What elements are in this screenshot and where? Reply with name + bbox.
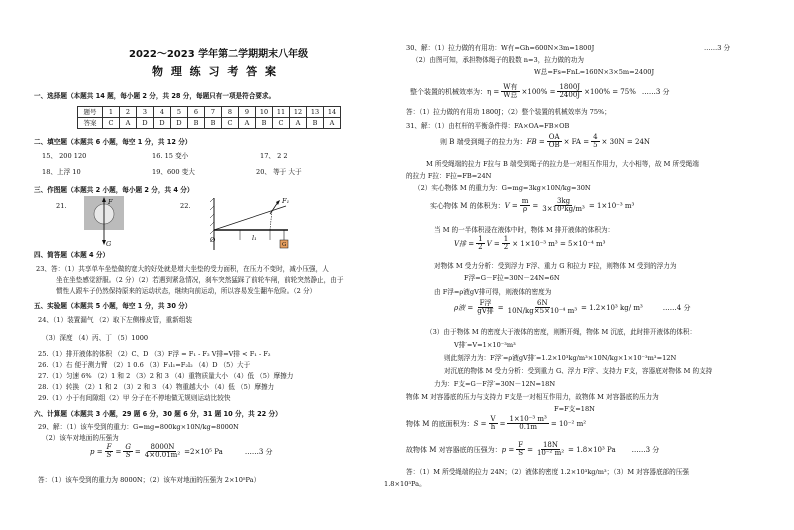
eq-text: = — [115, 447, 122, 456]
denominator: ρ — [523, 205, 528, 213]
answer-table-answer-row — [78, 118, 341, 129]
final-pressure-equation — [406, 442, 659, 457]
table-cell: D — [137, 118, 154, 129]
section-4-heading: 四、简答题（本题 4 分） — [34, 251, 110, 259]
answer-line: 25.（1）排开液体的体积 （2）C、D （3）F浮 = F₁ - F₂ V排=V排 < F₁ - F₂ — [38, 350, 271, 358]
displaced-volume-equation — [454, 236, 605, 251]
fill-answer: 18、上浮 10 — [42, 168, 81, 176]
denominator: 2 — [503, 243, 509, 251]
answer-line: 坐在坐垫感觉舒服。（2 分）（2）若遇到紧急情况，刹车突然猛踩了前轮车闸，前轮突然静止，由于 — [56, 276, 344, 284]
table-cell: A — [120, 118, 137, 129]
eq-text: = 1.8×10³ Pa — [568, 445, 616, 454]
table-cell: 12 — [290, 107, 307, 118]
numerator: 1800J — [559, 83, 581, 91]
answer-line: W总=Fs=FnL=160N×3×5m=2400J — [534, 68, 655, 76]
fraction — [506, 300, 579, 315]
section-1-heading: 一、选择题（本题共 14 题，每小题 2 分，共 28 分，每题只有一项是符合要求。 — [34, 92, 276, 100]
answer-line: （2）实心物体 M 的重力为：G=mg=3kg×10N/kg=30N — [414, 184, 591, 192]
table-cell: 7 — [205, 107, 222, 118]
numerator: G — [125, 443, 131, 451]
lever-label-o: O — [210, 236, 216, 244]
answer-line: 24、（1）装置漏气 （2）取下左侧橡皮管，重新组装 — [38, 316, 193, 324]
denominator: 4×0.01m² — [144, 451, 181, 459]
answer-table — [77, 106, 341, 129]
eq-text: × 30N = 24N — [601, 137, 651, 146]
numerator: F浮 — [479, 299, 492, 307]
numerator: F — [106, 443, 112, 451]
numerator: 1 — [478, 235, 483, 243]
pressure-equation — [90, 444, 273, 459]
table-cell: A — [239, 118, 256, 129]
answer-line: 对沉底的物体 M 受力分析：受到重力 G、浮力 F浮′、支持力 F支，容器底对物体 M 的支持 — [444, 367, 713, 375]
answer-line: M 所受绳端的拉力 F拉与 B 端受到绳子的拉力是一对相互作用力，大小相等，故 M 所受绳端 — [426, 160, 699, 168]
denominator: 10⁻² m² — [536, 449, 565, 457]
table-cell: C — [103, 118, 120, 129]
answer-line: 30、解：（1）拉力做的有用功：W有=Gh=600N×3m=1800J — [406, 44, 595, 52]
numerator: F — [518, 441, 524, 449]
score-note: ……3 分 — [641, 87, 670, 96]
eq-text: = — [497, 303, 504, 312]
right-column — [384, 0, 774, 530]
denominator: S — [125, 451, 131, 459]
score-note: ……3 分 — [704, 44, 731, 52]
eq-text: FB = — [526, 137, 545, 146]
fraction — [535, 442, 566, 457]
fraction — [105, 444, 114, 459]
answer-line: 29、解：（1）该车受到的重力：G=mg=800kg×10N/kg=8000N — [38, 423, 239, 431]
answer-line: 27.（1）匀速 6% （2）1 和 2 （3）2 和 3 （4）重物质量大小 （4）低 （5）摩擦力 — [38, 372, 294, 380]
denominator: h — [490, 423, 496, 431]
exam-subtitle: 物 理 练 习 考 答 案 — [152, 65, 278, 78]
lever-force-equation — [440, 134, 650, 149]
table-cell: 8 — [222, 107, 239, 118]
score-note: ……3 分 — [631, 445, 660, 454]
fraction — [502, 236, 510, 251]
answer-line: 23、答：（1）共享单车坐垫做的宽大的好处就是增大坐垫的受力面积，在压力不变时，减小压强，人 — [36, 265, 329, 273]
numerator: W有 — [503, 83, 518, 91]
answer-line: （2）由图可知，承担物体绳子的股数 n=3，拉力做的功为 — [412, 56, 584, 64]
table-cell: B — [256, 118, 273, 129]
eq-text: = — [527, 445, 533, 454]
fraction — [476, 236, 484, 251]
lever-label-l1: l₁ — [252, 234, 257, 242]
table-cell: 2 — [120, 107, 137, 118]
denominator: 0.1m — [519, 423, 538, 431]
answer-line: 惯性人跟车子仍然保持原来的运动状态，继续向前运动，所以容易发生翻车危险。（2 分） — [56, 287, 317, 295]
denominator: W总 — [503, 91, 518, 99]
answer-line: F=F支=18N — [554, 405, 595, 413]
eq-text: = 1.2×10³ kg/ m³ — [581, 303, 643, 312]
eq-text: S = — [473, 419, 487, 428]
eq-text: ×100% = 75% — [584, 87, 636, 96]
lever-label-f1: F₁ — [282, 197, 290, 205]
fraction — [540, 198, 587, 213]
eq-text: =2×10⁵ Pa — [184, 447, 223, 456]
score-note: ……4 分 — [662, 303, 691, 312]
eq-text: = — [134, 447, 141, 456]
table-cell: 13 — [307, 107, 324, 118]
answer-line: 28.（1）转换 （2）1 和 2 （3）2 和 3 （4）物重越大小 （4）低 （5）摩擦力 — [38, 383, 275, 391]
numerator: OA — [548, 133, 560, 141]
table-cell: B — [307, 118, 324, 129]
eq-text: ×100% = — [521, 87, 556, 96]
table-cell: C — [273, 118, 290, 129]
table-cell: 14 — [324, 107, 341, 118]
eq-text: 实心物体 M 的体积为： — [430, 201, 505, 210]
answer-line: 答：（1）该车受到的重力为 8000N；（2）该车对地面的压强为 2×10⁵Pa） — [38, 476, 261, 484]
table-cell: 1 — [103, 107, 120, 118]
denominator: S — [518, 449, 524, 457]
answer-line: 31、解：（1）由杠杆的平衡条件得：FA×OA=FB×OB — [406, 122, 570, 130]
question-22-label: 22. — [180, 202, 191, 210]
numerator: 8000N — [150, 443, 175, 451]
fraction — [475, 300, 496, 315]
fraction — [516, 442, 525, 457]
denominator: 5 — [593, 141, 598, 149]
fraction — [489, 416, 498, 431]
answer-line: 答：（1）M 所受绳端的拉力 24N；（2）液体的密度 1.2×10³kg/m³；（3）M 对容器底部的压强 — [406, 468, 689, 476]
eq-text: V = — [486, 239, 500, 248]
numerator: 1 — [503, 235, 509, 243]
denominator: gV排 — [477, 307, 494, 315]
fraction — [557, 84, 582, 99]
denominator: 2 — [478, 243, 483, 251]
eq-text: 整个装置的机械效率为：η = — [410, 87, 500, 96]
eq-text: = 10⁻² m² — [550, 419, 587, 428]
table-cell: 9 — [239, 107, 256, 118]
answer-line: （3）由于物体 M 的密度大于液体的密度，则断开绳，物体 M 沉底，此时排开液体的体积： — [426, 328, 697, 336]
fraction — [591, 134, 599, 149]
eq-text: V = — [504, 201, 518, 210]
numerator: V — [490, 415, 496, 423]
answer-table-number-row — [78, 107, 341, 118]
exam-title: 2022～2023 学年第二学期期末八年级 — [129, 49, 309, 60]
numerator: 1×10⁻³ m³ — [509, 415, 547, 423]
section-6-heading: 六、计算题（本题共 3 小题，29 题 6 分，30 题 6 分，31 题 10 分，共 22 分） — [34, 410, 282, 418]
table-cell: 6 — [188, 107, 205, 118]
volume-equation — [430, 198, 634, 213]
fill-answer: 20、 等于 大于 — [256, 168, 302, 176]
eq-text: = — [499, 419, 506, 428]
table-header-cell: 题号 — [78, 107, 103, 118]
section-3-heading: 三、作图题（本题共 2 小题，每小题 2 分，共 4 分） — [34, 186, 194, 194]
answer-line: 对物体 M 受力分析：受到浮力 F浮、重力 G 和拉力 F拉，则物体 M 受到的浮力为 — [434, 262, 677, 270]
section-2-heading: 二、填空题（本题共 6 小题，每空 1 分，共 12 分） — [34, 138, 192, 146]
table-cell: D — [154, 118, 171, 129]
fraction — [547, 134, 562, 149]
eq-text: × 1×10⁻³ m³ = 5×10⁻⁴ m³ — [512, 239, 606, 248]
denominator: 2400J — [559, 91, 581, 99]
efficiency-equation — [410, 84, 670, 99]
numerator: 3kg — [556, 197, 571, 205]
force-label-g: G — [106, 240, 112, 248]
fraction — [507, 416, 548, 431]
answer-line: 29.（1）小于有间隙组（2）甲 分子在不停地做无规则运动比较快 — [38, 394, 231, 402]
eq-text: = — [532, 201, 539, 210]
answer-line: F浮=G－F拉=30N－24N=6N — [464, 274, 560, 282]
answer-line: 当 M 的一半体积浸在液体中时，物体 M 排开液体的体积为： — [434, 226, 615, 234]
table-cell: D — [171, 118, 188, 129]
table-cell: A — [290, 118, 307, 129]
force-diagram-ball — [84, 196, 124, 248]
answer-line: 力为：F支=G－F浮′=30N－12N=18N — [434, 380, 556, 388]
answer-line: 则此刻浮力为：F浮′=ρ液gV排′=1.2×10³kg/m³×10N/kg×1×10⁻³m³=12N — [444, 354, 677, 362]
eq-text: V排 = — [454, 239, 475, 248]
numerator: 18N — [542, 441, 558, 449]
eq-text: = 1×10⁻³ m³ — [588, 201, 635, 210]
table-cell: 10 — [256, 107, 273, 118]
section-5-heading: 五、实验题（本题共 5 小题，每空 1 分，共 30 分） — [34, 302, 192, 310]
eq-text: 则 B 端受到绳子的拉力为： — [440, 137, 527, 146]
area-equation — [406, 416, 586, 431]
denominator: 10N/kg×5×10⁻⁴ m³ — [507, 307, 578, 315]
table-cell: 5 — [171, 107, 188, 118]
left-column — [34, 0, 394, 530]
table-cell: B — [205, 118, 222, 129]
answer-line: 1.8×10³Pa。 — [384, 480, 426, 488]
fill-answer: 17、 2 2 — [260, 152, 288, 160]
eq-text: p = — [501, 445, 515, 454]
answer-line: （3）深度 （4）丙、丁 （5）1000 — [42, 334, 149, 342]
eq-text: ρ液 = — [454, 303, 474, 312]
fraction — [501, 84, 519, 99]
numerator: m — [521, 197, 529, 205]
table-cell: 4 — [154, 107, 171, 118]
answer-line: 由 F浮=ρ液gV排可得，则液体的密度为 — [434, 288, 552, 296]
fill-answer: 19、600 变大 — [152, 168, 195, 176]
eq-text: 故物体 M 对容器底的压强为： — [406, 445, 502, 454]
lever-label-g: G — [282, 242, 287, 248]
fraction — [143, 444, 182, 459]
table-cell: C — [222, 118, 239, 129]
answer-line: 26.（1）右 便于测力臂 （2）1 0.6 （3）F₁l₁=F₂l₂ （4）D （5）大于 — [38, 361, 251, 369]
eq-text: × FA = — [563, 137, 590, 146]
table-cell: 11 — [273, 107, 290, 118]
numerator: 4 — [593, 133, 598, 141]
denominator: OB — [548, 141, 560, 149]
answer-line: 物体 M 对容器底的压力与支持力 F支是一对相互作用力，故物体 M 对容器底的压力为 — [406, 393, 659, 401]
density-equation — [454, 300, 690, 315]
table-header-cell: 答案 — [78, 118, 103, 129]
answer-line: 的拉力 F拉：F拉=FB=24N — [406, 172, 492, 180]
answer-line: 答：（1）拉力做的有用功 1800J；（2）整个装置的机械效率为 75%； — [406, 108, 611, 116]
eq-text: 物体 M 的底面积为： — [406, 419, 474, 428]
score-note: ……3 分 — [244, 447, 273, 456]
question-21-label: 21. — [56, 202, 67, 210]
eq-text: p = — [90, 447, 103, 456]
fill-answer: 16. 15 变小 — [152, 152, 189, 160]
table-cell: 3 — [137, 107, 154, 118]
table-cell: B — [188, 118, 205, 129]
fraction — [520, 198, 531, 213]
answer-line: V排′=V=1×10⁻³m³ — [454, 341, 516, 349]
fill-answer: 15、 200 120 — [42, 152, 87, 160]
denominator: 3×10³kg/m³ — [542, 205, 585, 213]
numerator: 6N — [537, 299, 548, 307]
force-label-f: F — [108, 198, 113, 206]
denominator: S — [106, 451, 112, 459]
fraction — [123, 444, 133, 459]
table-cell: A — [324, 118, 341, 129]
answer-line: （2）该车对地面的压强为 — [42, 434, 119, 442]
